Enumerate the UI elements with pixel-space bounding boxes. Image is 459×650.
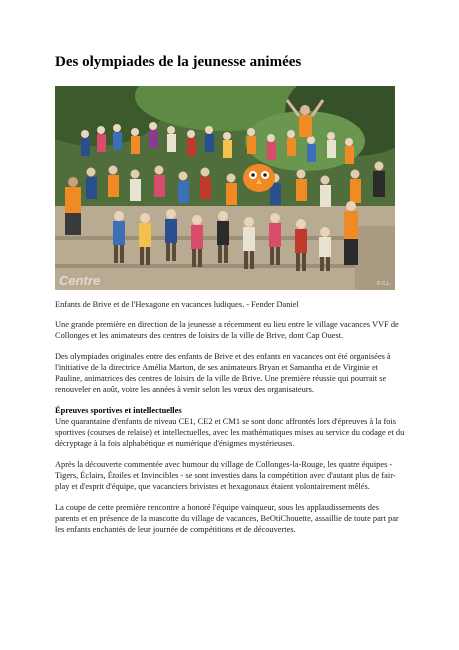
photo-copyright: © C.L. [376, 281, 391, 287]
article-paragraph: La coupe de cette première rencontre a honoré l'équipe vainqueur, sous les applaudissements des parents et en présence de la mascotte du village de vacances, BeOtiChouette, assaillie de toute part par les enfants enchantés de leur journée de compétitions et de découvertes. [55, 503, 399, 534]
group-photo [55, 86, 395, 290]
article-paragraph: Des olympiades originales entre des enfants de Brive et des enfants en vacances ont été organisées à l'initiative de la directrice Amélia Marton, de ses animateurs Bryan et Samantha et de Virginie et Pauline, animatrices des centres de loisirs de la ville de Brive. Une première réussie qui pourrait se renouveler en août, voire les années à venir selon les vœux des organisateurs. [55, 352, 391, 394]
article-body [55, 299, 405, 545]
article-title: Des olympiades de la jeunesse animées [55, 54, 302, 70]
article-paragraph: Après la découverte commentée avec humour du village de Collonges-la-Rouge, les quatre équipes - Tigers, Éclairs, Étoiles et Invincibles - se sont investies dans la compétition avec d'autant plus de fair-play et d'esprit d'équipe, que vacanciers brivistes et hexagonaux étaient volontairement mêlés. [55, 460, 396, 491]
section-heading: Épreuves sportives et intellectuelles [55, 406, 182, 415]
article-paragraph: Une grande première en direction de la jeunesse a récemment eu lieu entre le village vacances VVF de Collonges et les animateurs des centres de loisirs de la ville de Brive, dont Cap Ouest. [55, 320, 399, 340]
photo-caption: Enfants de Brive et de l'Hexagone en vacances ludiques. - Fender Daniel [55, 300, 299, 309]
article-paragraph: Une quarantaine d'enfants de niveau CE1, CE2 et CM1 se sont donc affrontés lors d'épreuves à la fois sportives (courses de relaise) et intellectuelles, avec les mathématiques mises au service du codage et du décryptage à la fois alphabétique et numérique d'énigmes mystérieuses. [55, 417, 405, 448]
photo-watermark: Centre [59, 273, 101, 288]
group-photo-illustration [55, 86, 395, 290]
section-block [55, 405, 405, 449]
